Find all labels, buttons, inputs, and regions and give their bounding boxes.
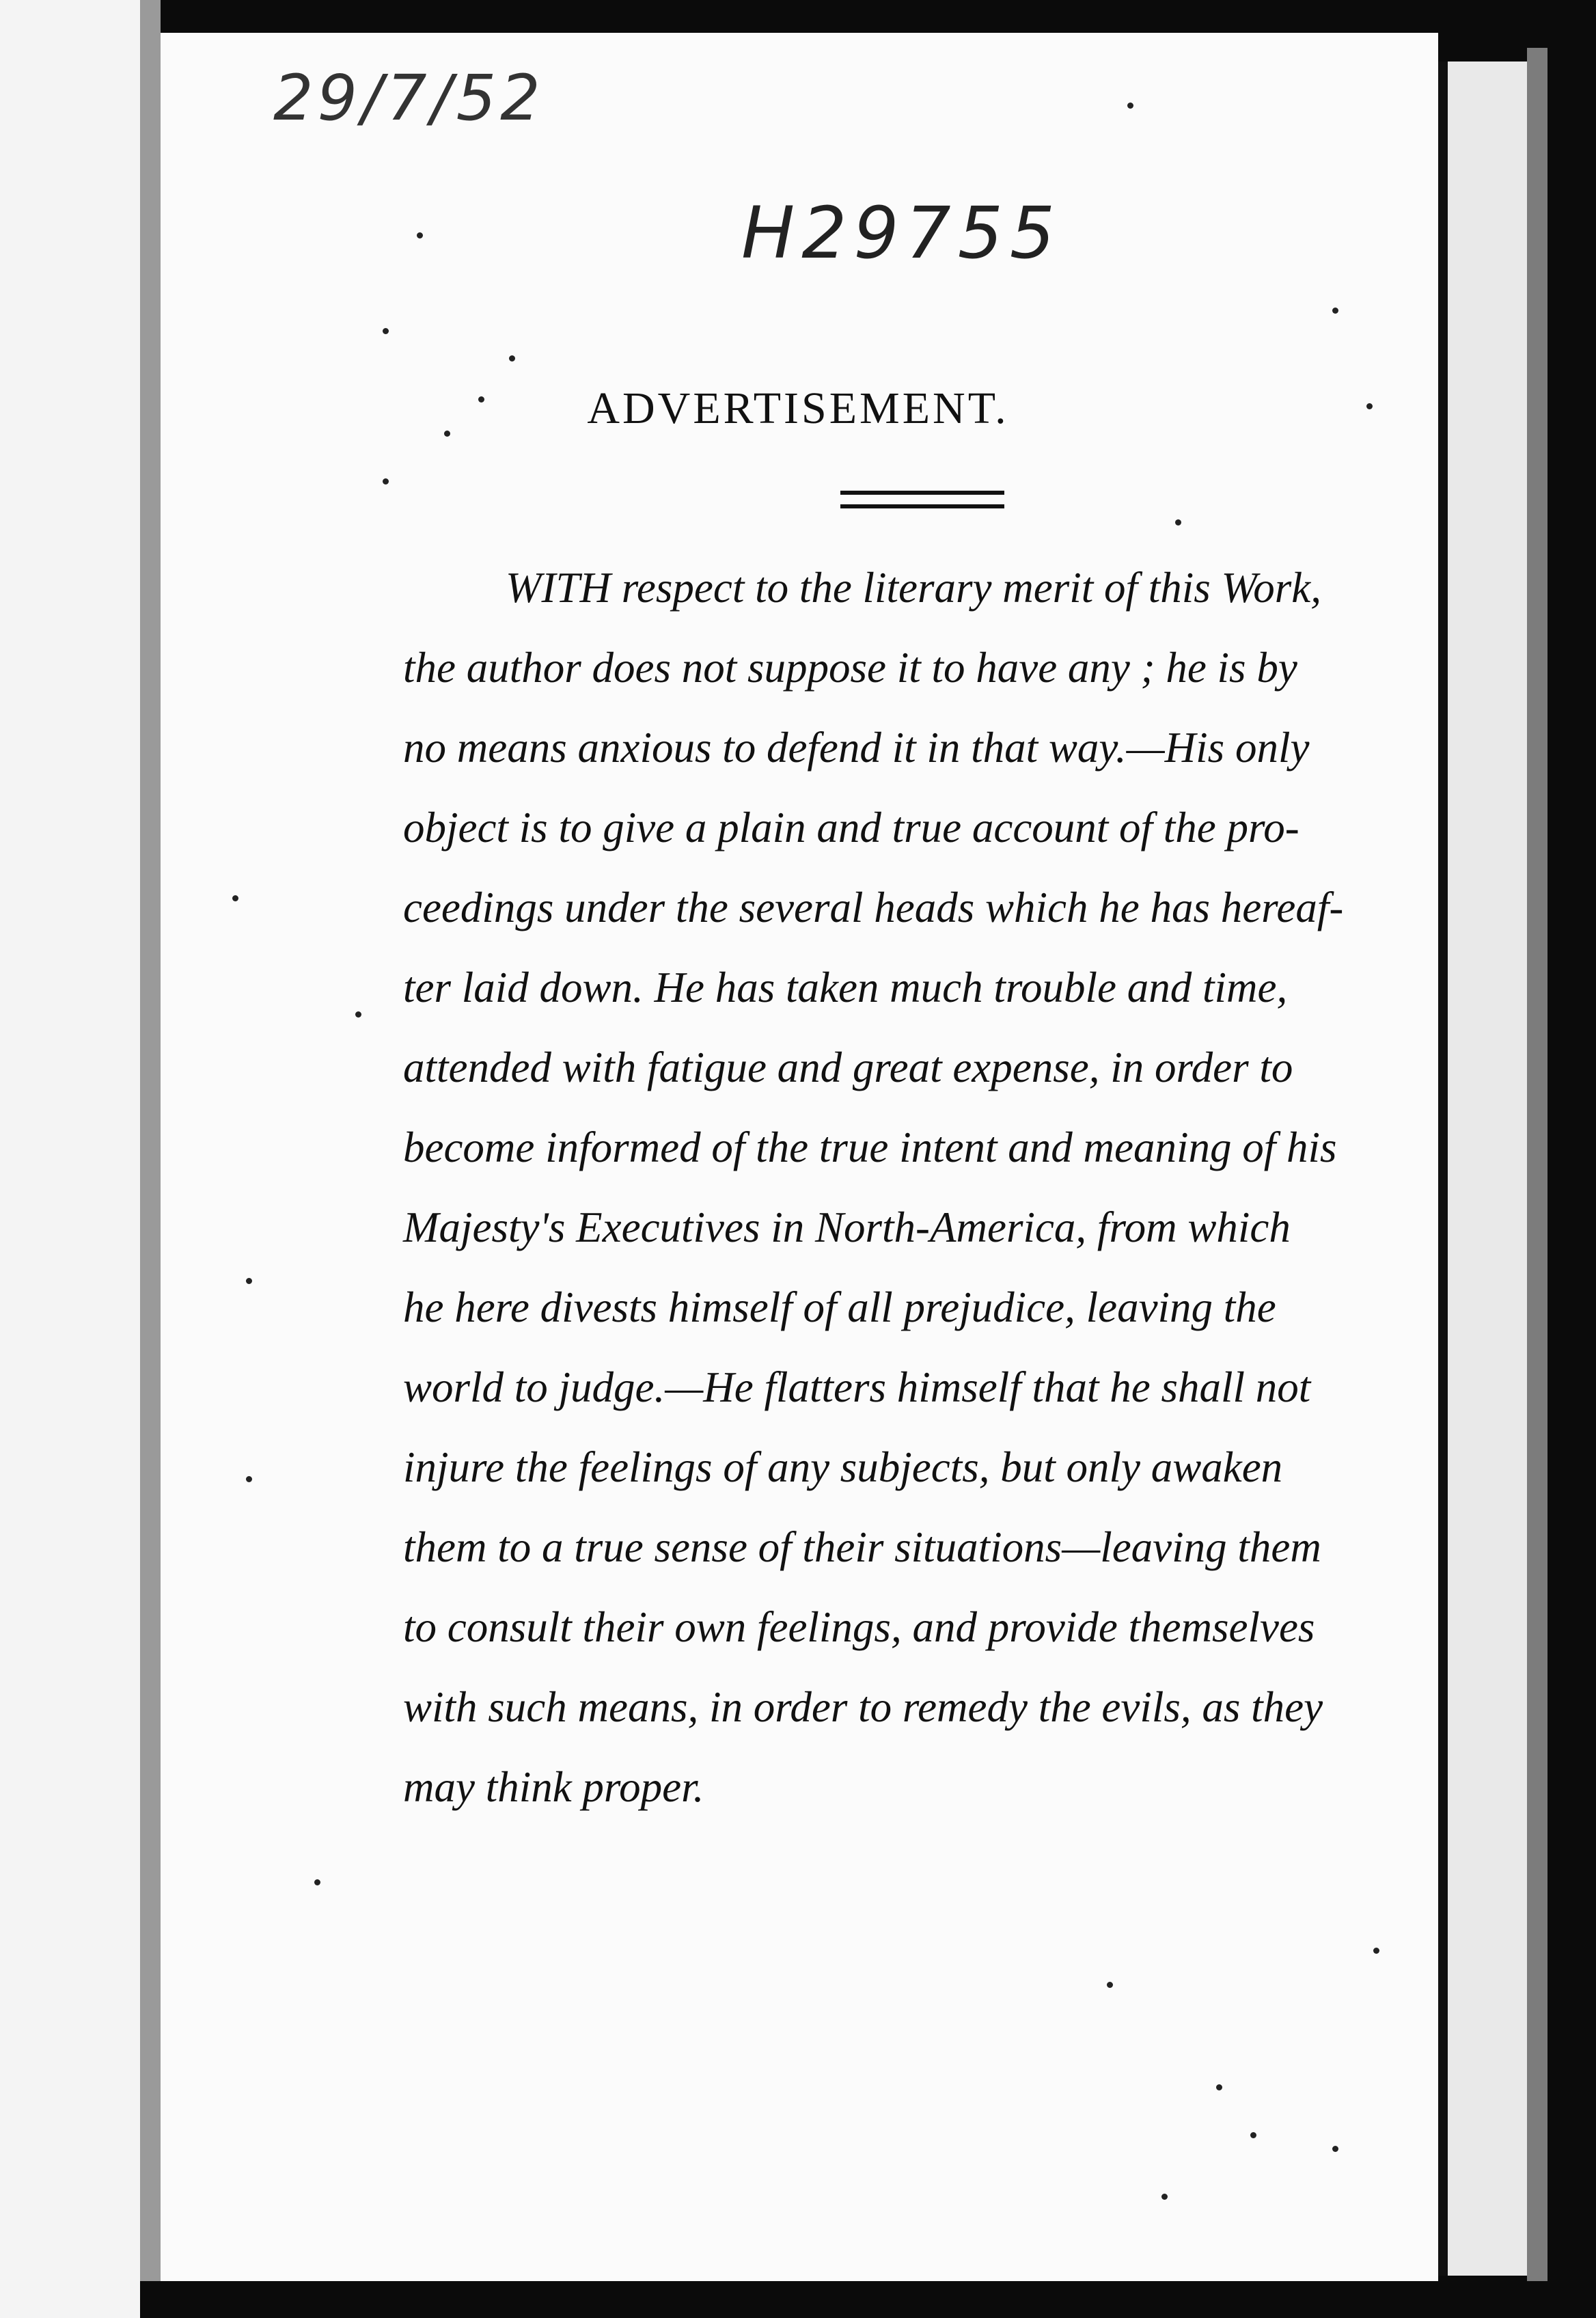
scan-speck [478,396,484,403]
scan-speck [1373,1948,1379,1954]
scan-speck [1175,519,1181,526]
call-number: H29755 [741,191,1062,275]
heading-rule [840,491,1004,508]
scan-speck [383,328,389,334]
text-line: Majesty's Executives in North-America, from which [403,1203,1291,1251]
text-line: them to a true sense of their situations—leaving them [403,1523,1321,1571]
scan-speck [1216,2084,1222,2090]
scan-speck [417,232,423,238]
scan-speck [509,355,515,362]
scan-speck [1250,2132,1256,2138]
text-line: object is to give a plain and true account of the pro- [403,804,1299,851]
text-line: ter laid down. He has taken much trouble and time, [403,964,1288,1011]
scan-speck [246,1476,252,1482]
text-line: to consult their own feelings, and provide themselves [403,1603,1315,1651]
scan-speck [444,431,450,437]
text-line: attended with fatigue and great expense, in order to [403,1044,1293,1091]
text-line: become informed of the true intent and meaning of his [403,1123,1337,1171]
scan-speck [355,1011,361,1018]
scan-speck [1332,308,1338,314]
text-line: ceedings under the several heads which he has hereaf- [403,884,1344,931]
scan-speck [314,1879,320,1885]
text-line: the author does not suppose it to have any ; he is by [403,644,1297,692]
text-line: may think proper. [403,1763,704,1811]
text-line: injure the feelings of any subjects, but only awaken [403,1443,1283,1491]
scan-speck [232,895,238,901]
gutter-shadow [140,0,161,2318]
scan-speck [246,1278,252,1284]
text-line: with such means, in order to remedy the evils, as they [403,1683,1323,1731]
scan-speck [1161,2194,1168,2200]
scan-speck [1127,103,1133,109]
text-line: WITH respect to the literary merit of this Work, [506,564,1321,612]
pencil-date-note: 29/7/52 [273,62,545,135]
scan-speck [1366,403,1373,409]
scan-speck [383,478,389,485]
text-line: world to judge.—He flatters himself that he shall not [403,1363,1311,1411]
facing-page-strip [0,0,140,2318]
text-line: no means anxious to defend it in that way.—His only [403,724,1310,772]
bottom-border [140,2281,1596,2318]
scan-speck [1332,2146,1338,2152]
text-line: he here divests himself of all prejudice, leaving the [403,1283,1276,1331]
scan-speck [1107,1982,1113,1988]
page-heading: ADVERTISEMENT. [587,383,1009,433]
